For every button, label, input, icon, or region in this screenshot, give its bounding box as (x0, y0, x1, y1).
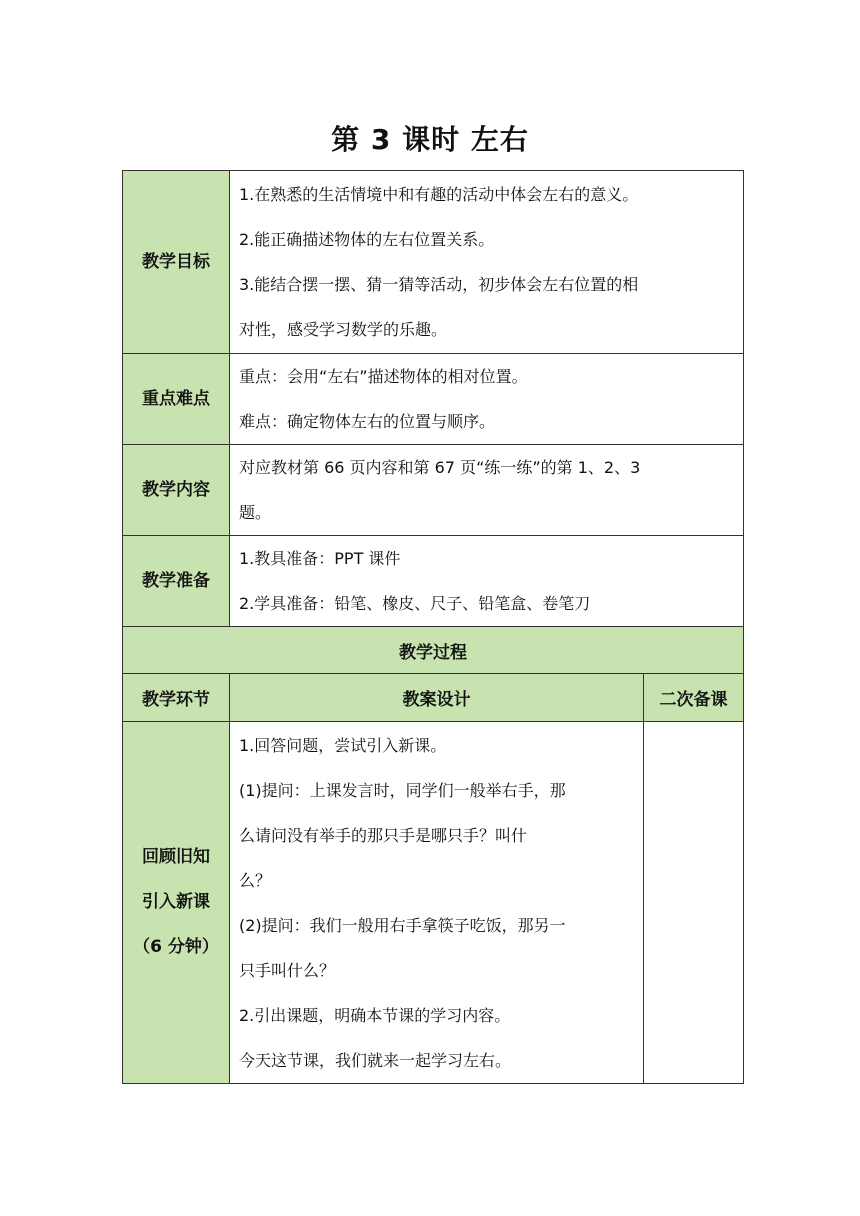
content-line: 对应教材第 66 页内容和第 67 页“练一练”的第 1、2、3 (239, 458, 641, 477)
stage-label-line: （6 分钟） (133, 937, 219, 957)
content-teaching-content (230, 445, 744, 536)
goal-line: 1.在熟悉的生活情境中和有趣的活动中体会左右的意义。 (239, 185, 639, 204)
design-line: 只手叫什么？ (239, 960, 336, 980)
row-teaching-preparation (123, 536, 744, 627)
goal-line: 对性，感受学习数学的乐趣。 (239, 320, 448, 339)
label-teaching-preparation: 教学准备 (123, 536, 230, 627)
stage-label-line: 引入新课 (142, 892, 210, 912)
design-line: 么？ (239, 870, 272, 890)
content-teaching-preparation (230, 536, 744, 627)
row-column-headers (123, 674, 744, 722)
row-teaching-content (123, 445, 744, 536)
content-stage-review (230, 722, 644, 1084)
design-line: (1)提问：上课发言时，同学们一般举右手，那 (239, 780, 566, 800)
column-header-design: 教案设计 (230, 674, 644, 722)
label-teaching-goals: 教学目标 (123, 171, 230, 354)
preparation-line: 2.学具准备：铅笔、橡皮、尺子、铅笔盒、卷笔刀 (239, 594, 591, 613)
design-line: 2.引出课题，明确本节课的学习内容。 (239, 1005, 511, 1025)
column-header-stage: 教学环节 (123, 674, 230, 722)
process-heading: 教学过程 (123, 627, 744, 674)
stage-label-line: 回顾旧知 (142, 847, 210, 867)
key-point-line: 难点：确定物体左右的位置与顺序。 (239, 412, 496, 431)
content-line: 题。 (239, 503, 272, 522)
row-process-heading (123, 627, 744, 674)
label-teaching-content: 教学内容 (123, 445, 230, 536)
preparation-line: 1.教具准备：PPT 课件 (239, 549, 401, 568)
lesson-plan-table (122, 170, 744, 1084)
row-key-points (123, 354, 744, 445)
design-line: 么请问没有举手的那只手是哪只手？叫什 (239, 825, 528, 845)
design-line: 今天这节课，我们就来一起学习左右。 (239, 1050, 512, 1070)
label-stage-review (123, 722, 230, 1084)
label-key-points: 重点难点 (123, 354, 230, 445)
design-line: (2)提问：我们一般用右手拿筷子吃饭，那另一 (239, 915, 566, 935)
content-key-points (230, 354, 744, 445)
content-teaching-goals (230, 171, 744, 354)
key-point-line: 重点：会用“左右”描述物体的相对位置。 (239, 367, 528, 386)
row-teaching-goals (123, 171, 744, 354)
row-stage-review (123, 722, 744, 1084)
secondary-notes-cell[interactable] (644, 722, 744, 1084)
column-header-notes: 二次备课 (644, 674, 744, 722)
page-title: 第 3 课时 左右 (331, 123, 529, 156)
goal-line: 2.能正确描述物体的左右位置关系。 (239, 230, 495, 249)
design-line: 1.回答问题，尝试引入新课。 (239, 735, 447, 755)
goal-line: 3.能结合摆一摆、猜一猜等活动，初步体会左右位置的相 (239, 275, 639, 294)
